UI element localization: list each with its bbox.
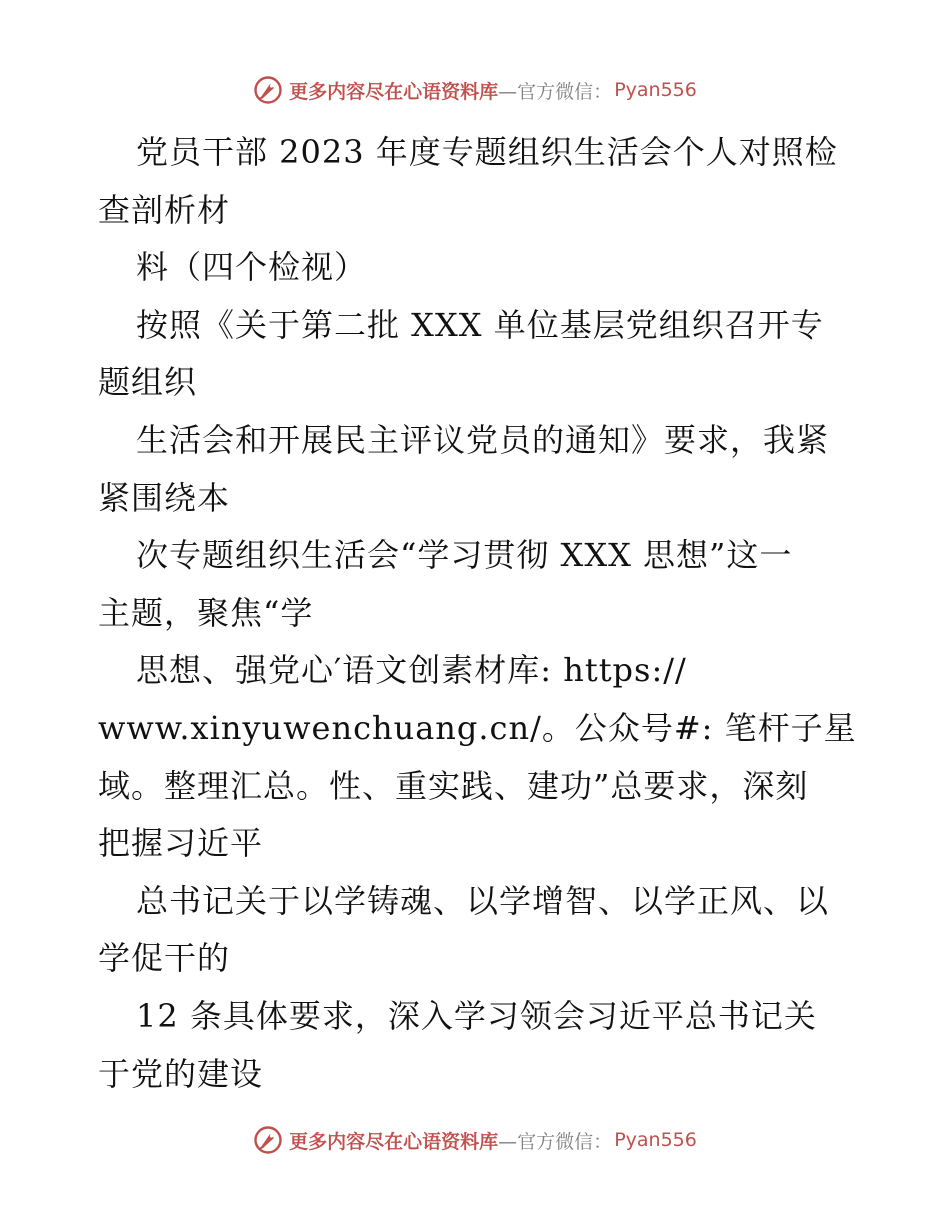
banner-separator-text: —官方微信： bbox=[498, 80, 613, 103]
doc-title-line-3: 料（四个检视） bbox=[136, 248, 368, 287]
paragraph-line: 域。整理汇总。性、重实践、建功”总要求，深刻 bbox=[98, 766, 809, 805]
pen-nib-logo-icon bbox=[253, 75, 283, 105]
banner-separator-text: —官方微信： bbox=[498, 1130, 613, 1153]
pen-nib-logo-icon bbox=[253, 1125, 283, 1155]
paragraph-line: 思想、强党心′语文创素材库: https:// bbox=[136, 651, 687, 690]
header-banner bbox=[0, 70, 950, 110]
banner-wechat-id: Pyan556 bbox=[614, 1129, 697, 1151]
paragraph-line: 把握习近平 bbox=[98, 824, 264, 863]
paragraph-line: 生活会和开展民主评议党员的通知》要求，我紧 bbox=[136, 420, 830, 459]
document-body bbox=[98, 124, 858, 1103]
paragraph-line: 次专题组织生活会“学习贯彻 XXX 思想”这一 bbox=[136, 536, 793, 575]
paragraph-line: 学促干的 bbox=[98, 939, 231, 978]
paragraph-line: 于党的建设 bbox=[98, 1054, 264, 1093]
doc-title-line-2: 查剖析材 bbox=[98, 190, 231, 229]
banner-main-text: 更多内容尽在心语资料库 bbox=[289, 80, 499, 103]
paragraph-line: 12 条具体要求，深入学习领会习近平总书记关 bbox=[136, 996, 817, 1035]
paragraph-line: 紧围绕本 bbox=[98, 478, 231, 517]
paragraph-line: www.xinyuwenchuang.cn/。公众号#: 笔杆子星 bbox=[98, 708, 857, 747]
paragraph-line: 主题，聚焦“学 bbox=[98, 593, 314, 632]
paragraph-line: 总书记关于以学铸魂、以学增智、以学正风、以 bbox=[136, 881, 830, 920]
banner-wechat-id: Pyan556 bbox=[614, 79, 697, 101]
paragraph-line: 按照《关于第二批 XXX 单位基层党组织召开专 bbox=[136, 305, 824, 344]
doc-title-line-1: 党员干部 2023 年度专题组织生活会个人对照检 bbox=[136, 133, 838, 171]
footer-banner bbox=[0, 1120, 950, 1160]
banner-main-text: 更多内容尽在心语资料库 bbox=[289, 1130, 499, 1153]
paragraph-line: 题组织 bbox=[98, 363, 198, 402]
